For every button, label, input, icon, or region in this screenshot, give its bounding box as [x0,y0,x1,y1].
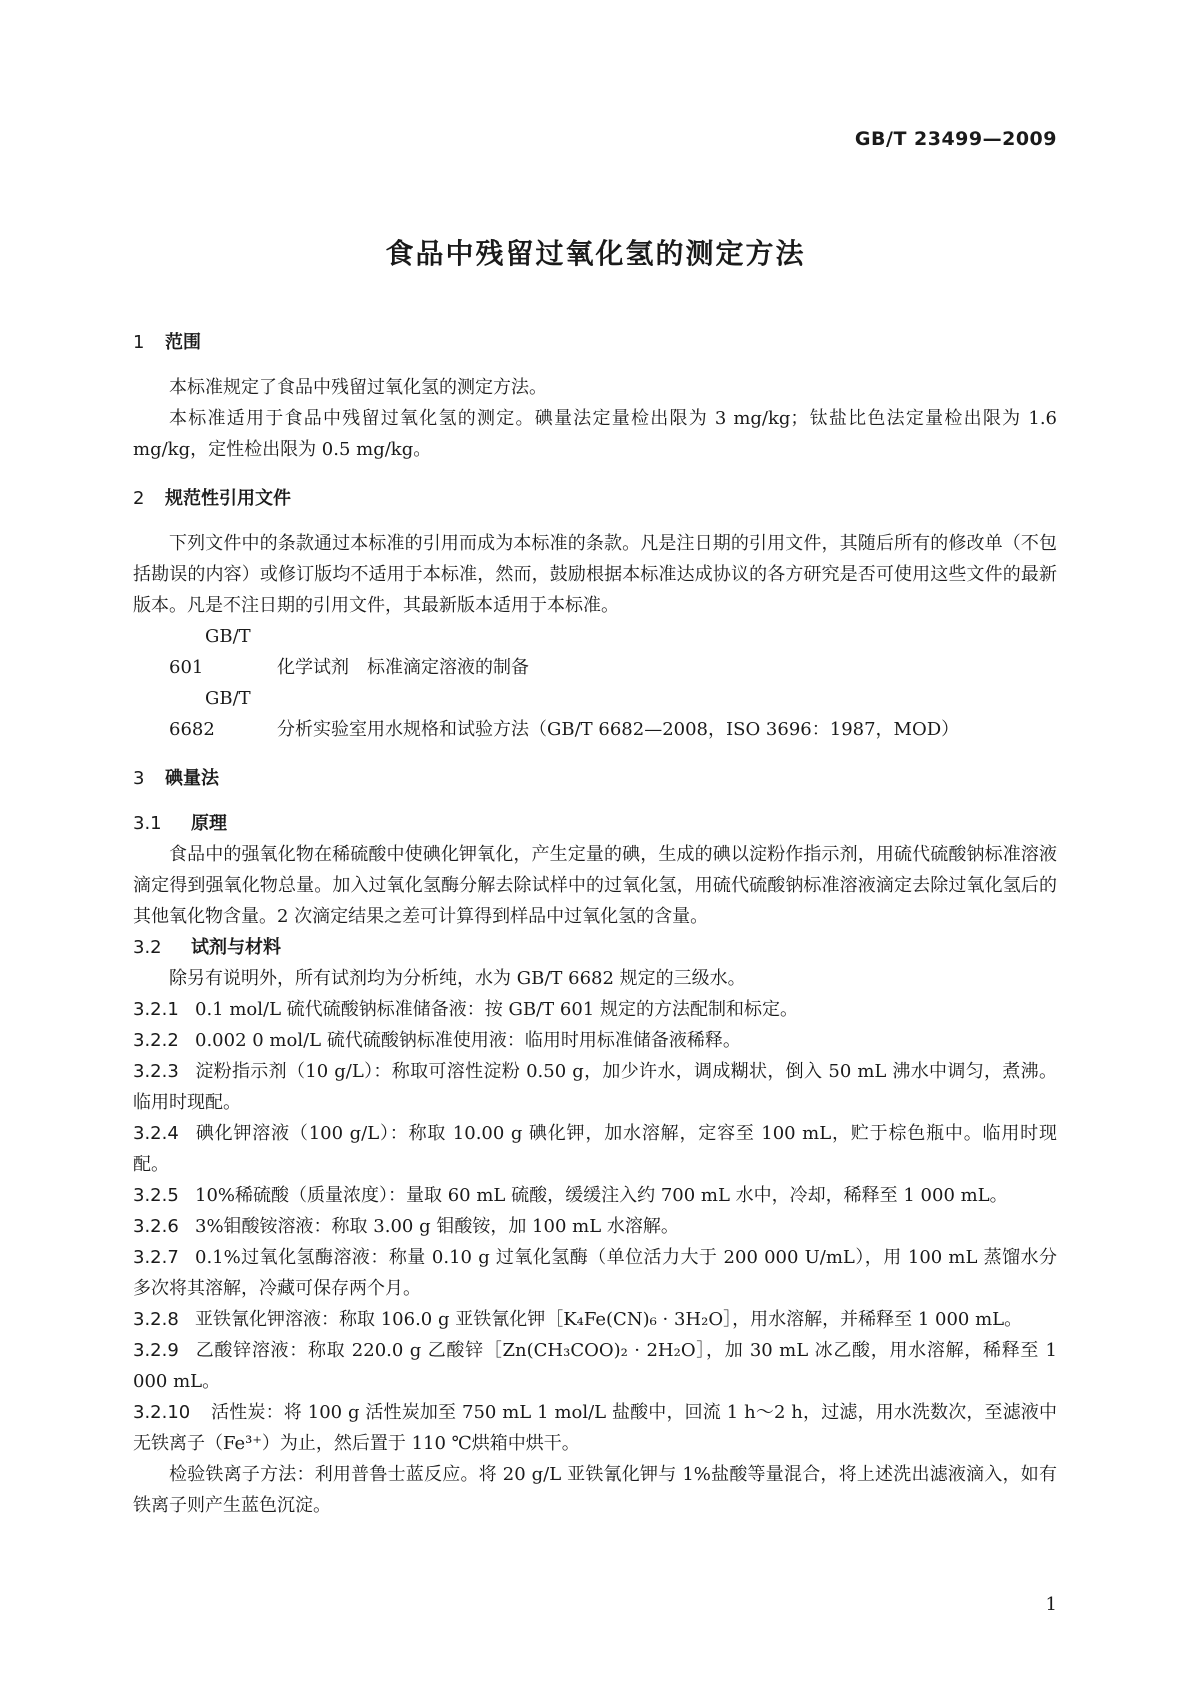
reagent-item [133,994,1057,1025]
reagent-item [133,1335,1057,1397]
reagent-item [133,1211,1057,1242]
paragraph: 下列文件中的条款通过本标准的引用而成为本标准的条款。凡是注日期的引用文件，其随后所有的修改单（不包括勘误的内容）或修订版均不适用于本标准，然而，鼓励根据本标准达成协议的各方研究是否可使用这些文件的最新版本。凡是不注日期的引用文件，其最新版本适用于本标准。 [133,533,1057,616]
reagent-item [133,1397,1057,1459]
paragraph: 本标准适用于食品中残留过氧化氢的测定。碘量法定量检出限为 3 mg/kg；钛盐比色法定量检出限为 1.6 mg/kg，定性检出限为 0.5 mg/kg。 [133,408,1057,460]
item-number: 3.2.8 [133,1309,179,1330]
item-number: 3.2.3 [133,1061,179,1082]
item-number: 3.2.6 [133,1216,179,1237]
reference-item [133,621,1057,683]
section-1-heading [133,327,1057,358]
reagent-item [133,1025,1057,1056]
section-title: 规范性引用文件 [165,488,291,509]
reference-code: GB/T 601 [169,626,251,678]
item-text: 活性炭：将 100 g 活性炭加至 750 mL 1 mol/L 盐酸中，回流 1 h～2 h，过滤，用水洗数次，至滤液中无铁离子（Fe³⁺）为止，然后置于 110 ℃烘箱中烘干。 [133,1402,1057,1454]
page-number: 1 [1045,1594,1057,1615]
document-body [133,327,1057,1521]
reagent-item [133,1242,1057,1304]
reference-item [133,683,1057,745]
item-number: 3.2.9 [133,1340,179,1361]
reagent-item [133,1056,1057,1118]
reagent-item [133,1118,1057,1180]
item-text: 10%稀硫酸（质量浓度）：量取 60 mL 硫酸，缓缓注入约 700 mL 水中，冷却，稀释至 1 000 mL。 [195,1185,1008,1206]
reference-title: 分析实验室用水规格和试验方法（GB/T 6682—2008，ISO 3696：1987，MOD） [277,719,960,740]
paragraph: 食品中的强氧化物在稀硫酸中使碘化钾氧化，产生定量的碘，生成的碘以淀粉作指示剂，用硫代硫酸钠标准溶液滴定得到强氧化物总量。加入过氧化氢酶分解去除试样中的过氧化氢，用硫代硫酸钠标准溶液滴定去除过氧化氢后的其他氧化物含量。2 次滴定结果之差可计算得到样品中过氧化氢的含量。 [133,844,1057,927]
item-number: 3.2.2 [133,1030,179,1051]
section-title: 范围 [165,332,201,353]
reagent-item [133,1180,1057,1211]
subsection-title: 试剂与材料 [191,937,281,958]
section-number: 3 [133,768,145,789]
item-number: 3.2.10 [133,1402,191,1423]
item-text: 0.1%过氧化氢酶溶液：称量 0.10 g 过氧化氢酶（单位活力大于 200 000 U/mL），用 100 mL 蒸馏水分多次将其溶解，冷藏可保存两个月。 [133,1247,1057,1299]
section-2-heading [133,483,1057,514]
item-number: 3.2.4 [133,1123,179,1144]
item-text: 乙酸锌溶液：称取 220.0 g 乙酸锌［Zn(CH₃COO)₂ · 2H₂O］，加 30 mL 冰乙酸，用水溶解，稀释至 1 000 mL。 [133,1340,1057,1392]
reagent-item [133,1304,1057,1335]
paragraph: 本标准规定了食品中残留过氧化氢的测定方法。 [169,377,547,398]
section-3-heading [133,763,1057,794]
item-text: 淀粉指示剂（10 g/L）：称取可溶性淀粉 0.50 g，加少许水，调成糊状，倒入 50 mL 沸水中调匀，煮沸。临用时现配。 [133,1061,1057,1113]
item-text: 亚铁氰化钾溶液：称取 106.0 g 亚铁氰化钾［K₄Fe(CN)₆ · 3H₂O］，用水溶解，并稀释至 1 000 mL。 [195,1309,1023,1330]
subsection-3-1-heading [133,808,1057,839]
item-text: 碘化钾溶液（100 g/L）：称取 10.00 g 碘化钾，加水溶解，定容至 100 mL，贮于棕色瓶中。临用时现配。 [133,1123,1057,1175]
item-number: 3.2.1 [133,999,179,1020]
paragraph: 检验铁离子方法：利用普鲁士蓝反应。将 20 g/L 亚铁氰化钾与 1%盐酸等量混合，将上述洗出滤液滴入，如有铁离子则产生蓝色沉淀。 [133,1464,1057,1516]
document-title: 食品中残留过氧化氢的测定方法 [385,237,806,270]
section-title: 碘量法 [165,768,219,789]
item-number: 3.2.7 [133,1247,179,1268]
item-text: 3%钼酸铵溶液：称取 3.00 g 钼酸铵，加 100 mL 水溶解。 [195,1216,679,1237]
section-number: 2 [133,488,145,509]
reference-code: GB/T 6682 [169,688,251,740]
subsection-number: 3.2 [133,937,162,958]
item-number: 3.2.5 [133,1185,179,1206]
subsection-3-2-heading [133,932,1057,963]
paragraph: 除另有说明外，所有试剂均为分析纯，水为 GB/T 6682 规定的三级水。 [169,968,746,989]
section-number: 1 [133,332,145,353]
subsection-title: 原理 [191,813,227,834]
standard-code: GB/T 23499—2009 [854,128,1057,150]
reference-title: 化学试剂 标准滴定溶液的制备 [277,657,529,678]
item-text: 0.1 mol/L 硫代硫酸钠标准储备液：按 GB/T 601 规定的方法配制和标定。 [195,999,798,1020]
subsection-number: 3.1 [133,813,162,834]
item-text: 0.002 0 mol/L 硫代硫酸钠标准使用液：临用时用标准储备液稀释。 [195,1030,741,1051]
